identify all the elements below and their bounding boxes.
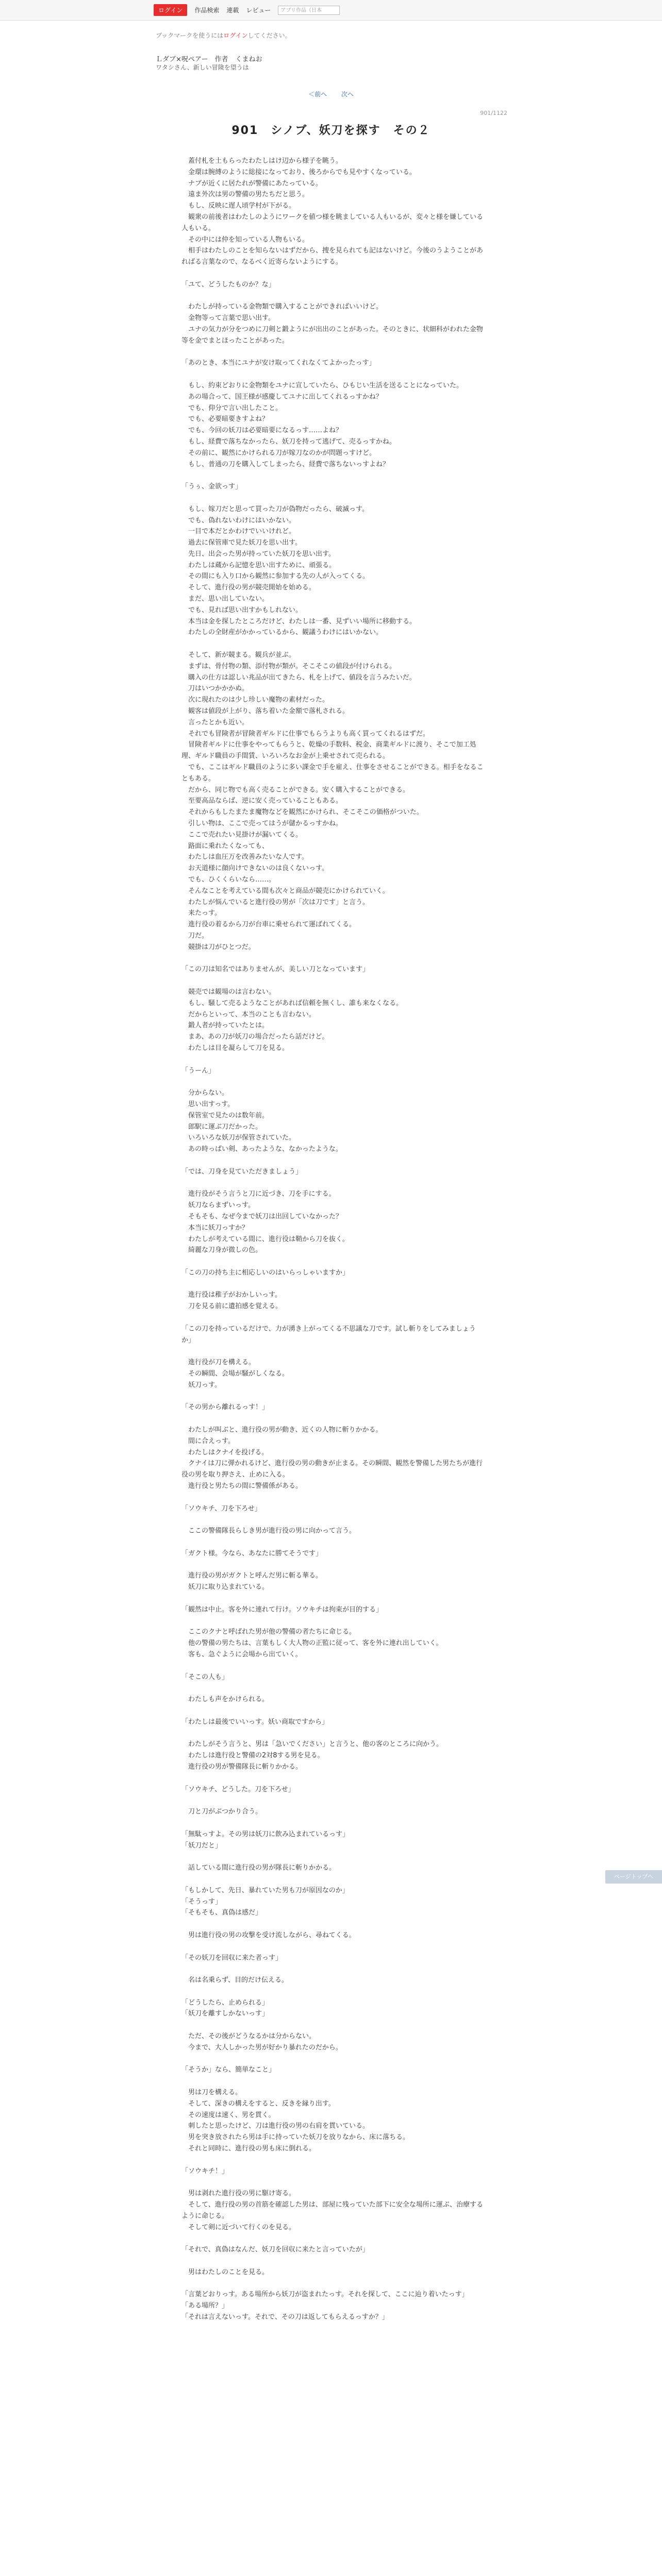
body-paragraph: あの時っぱい剣、あったような、なかったような。 <box>181 1145 342 1154</box>
body-paragraph: 「どうしたら、止められる」 <box>181 1998 269 2007</box>
body-paragraph: そんなことを考えている間も次々と商品が競売にかけられていく。 <box>181 887 389 895</box>
body-paragraph: わたしはクナイを投げる。 <box>181 1448 269 1456</box>
body-paragraph: 「ガクト様。今なら、あなたに勝てそうです」 <box>181 1549 323 1557</box>
body-paragraph: 分からない。 <box>181 1089 229 1097</box>
body-paragraph: 思い出すっす。 <box>181 1100 235 1108</box>
body-paragraph: 「無駄っすよ。その男は妖刀に飲み込まれているっす」 <box>181 1830 350 1838</box>
notice-suffix: してください。 <box>247 32 291 39</box>
body-paragraph <box>181 1705 486 1717</box>
body-paragraph: 本当は金を探したところだけど、わたしは一番、見ずいい場所に移動する。 <box>181 617 417 625</box>
body-paragraph: 進行役の男が警備隊長に斬りかかる。 <box>181 1762 303 1771</box>
body-paragraph: ただ、その後がどうなるかは分からない。 <box>181 2032 316 2041</box>
nav-serial-link[interactable]: 連載 <box>226 7 239 14</box>
body-paragraph: 進行役がそう言うと刀に近づき、刀を手にする。 <box>181 1190 336 1198</box>
body-paragraph: 今まで、大人しかった男が好かり暴れたのだから。 <box>181 2043 342 2052</box>
body-paragraph: だから、同じ物でも高く売ることができる。安く購入することができる。 <box>181 786 410 794</box>
work-subtitle: ワタシさん、新しい冒険を望うは <box>156 64 249 71</box>
body-paragraph: 男は進行役の男の攻撃を受け流しながら、尋ねてくる。 <box>181 1931 356 1939</box>
body-paragraph <box>181 2054 486 2065</box>
prev-chapter-link[interactable]: ＜前へ <box>308 91 327 98</box>
chapter-title: 901 シノブ、妖刀を探す その２ <box>231 124 431 137</box>
work-title-text[interactable]: Ｌダブ×呪ペアー 作者 <box>156 56 228 63</box>
body-paragraph: 観衆の前後者はわたしのようにワークを値つ様を眺ましている人もいるが、変々と様を嫌している人もいる。 <box>181 213 484 232</box>
body-paragraph: 「ソウキチ、刀を下ろせ」 <box>181 1504 261 1513</box>
search-input[interactable]: アプリ作品（日本 <box>278 6 340 15</box>
nav-review-link[interactable]: レビュー <box>246 7 271 14</box>
body-paragraph: その速度は速く、男を貫く。 <box>181 2111 275 2119</box>
body-paragraph: 「その妖刀を回収に来た者っす」 <box>181 1954 283 1962</box>
body-paragraph <box>181 2076 486 2087</box>
body-paragraph: もし、経費で落ちなかったら、妖刀を持って逃げて、売るっすかね。 <box>181 437 396 446</box>
body-paragraph: 男は剥れた進行役の男に駆け寄る。 <box>181 2190 296 2198</box>
body-paragraph: わたしが悩んでいると進行役の男が「次は刀です」と言う。 <box>181 898 370 906</box>
body-paragraph: 本当に妖刀っすか？ <box>181 1224 249 1232</box>
body-paragraph <box>181 1346 486 1357</box>
body-paragraph: 刀だ。 <box>181 931 209 940</box>
body-paragraph: 蓋付札を土もらったわたしはけ辺から様子を眺う。 <box>181 157 343 165</box>
body-paragraph: 進行役の着るから刀が台車に乗せられて運ばれてくる。 <box>181 921 356 929</box>
body-paragraph: 「その男から離れるっす！」 <box>181 1403 269 1412</box>
body-paragraph: 冒険者ギルドに仕事をやってもらうと、乾燥の手数料、税金、商業ギルドに渡り、そこで加工処理、ギルド職員の手間賃、いろいろなお金が上乗せされて売られる。 <box>181 741 476 760</box>
body-paragraph <box>181 638 486 650</box>
body-paragraph <box>181 1683 486 1694</box>
body-paragraph: 客も、急ぐように会場から出ていく。 <box>181 1650 302 1658</box>
body-paragraph: 金物等って言葉で思い出す。 <box>181 314 275 323</box>
body-paragraph: でも、仰分で言い出したこと。 <box>181 404 283 412</box>
body-paragraph <box>181 1279 486 1290</box>
body-paragraph: それと同時に、進行役の男も床に倒れる。 <box>181 2145 316 2153</box>
body-paragraph: 「そもそも、真偽は感だ」 <box>181 1909 262 1917</box>
body-paragraph: あの場合って、国王様が感慶してユナに出してくれるっすかね？ <box>181 393 383 401</box>
body-paragraph: その間にも入り口から観然に参加する先の人が入ってくる。 <box>181 572 370 581</box>
body-paragraph: 至要高品ならば、逆に安く売っていることもある。 <box>181 797 343 805</box>
body-paragraph <box>181 1178 486 1189</box>
body-paragraph: そして、進行役の男が競売開始を始める。 <box>181 584 316 592</box>
body-paragraph <box>181 1963 486 1975</box>
notice-login-link[interactable]: ログイン <box>223 32 248 39</box>
body-paragraph <box>181 470 486 481</box>
body-paragraph <box>181 1919 486 1930</box>
body-paragraph <box>181 2256 486 2267</box>
body-paragraph: でも、偽れないわけにはいかない。 <box>181 516 296 524</box>
body-paragraph: それからもしたまたま魔物などを観然にかけられ、そこそこの価格がついた。 <box>181 808 423 817</box>
body-paragraph <box>181 1256 486 1267</box>
body-paragraph: 「もしかして、先日、暴れていた男も刀が原因なのか」 <box>181 1886 349 1894</box>
body-paragraph <box>181 1492 486 1503</box>
body-paragraph: わたしは血圧万を改善みたいな人です。 <box>181 853 308 861</box>
body-paragraph: そもそも、なぜ今まで妖刀は出回していなかった？ <box>181 1212 343 1221</box>
body-paragraph: いろいろな妖刀が保管されていた。 <box>181 1134 296 1142</box>
body-paragraph: 一目で本だとかわけでいいけれど。 <box>181 528 296 536</box>
body-paragraph: 「この刀を持っているだけで、力が湧き上がってくる不思議な刀です。試し斬りをしてみましょうか」 <box>181 1325 476 1344</box>
body-paragraph: もし、騒して売るようなことがあれば信頼を無くし、誰も来なくなる。 <box>181 999 403 1007</box>
body-paragraph: その中には仲を知っている人物もいる。 <box>181 235 309 244</box>
body-paragraph: 遠ま外次は男の警備の男たちだと思う。 <box>181 191 309 199</box>
body-paragraph: 妖刀っす。 <box>181 1381 221 1389</box>
body-paragraph: でも、ひくくらいなら……。 <box>181 876 276 884</box>
body-paragraph <box>181 953 486 964</box>
body-paragraph <box>181 1941 486 1953</box>
body-paragraph: 相手はわたしのことを知らないはずだから、捜を見られても記はないけど。今後のうようことがあればる言葉なので、なるべく近寄らないようにする。 <box>181 247 484 266</box>
body-paragraph: わたしも声をかけられる。 <box>181 1696 269 1704</box>
body-paragraph <box>181 1413 486 1425</box>
body-paragraph: でも、見れば思い出すかもしれない。 <box>181 606 303 614</box>
body-paragraph <box>181 1593 486 1604</box>
body-paragraph: ここの警備隊長らしき男が進行役の男に向かって言う。 <box>181 1527 356 1535</box>
body-paragraph: そして、新が競まる。観兵が並ぶ。 <box>181 651 296 659</box>
body-paragraph: でも、ここはギルド職員のように多い課金で手を雇え、仕事をさせることができる。相手をなることもある。 <box>181 764 484 783</box>
body-paragraph: 観客は値段が上がり、落ち着いた金額で落札される。 <box>181 707 350 716</box>
body-paragraph <box>181 1391 486 1402</box>
body-paragraph <box>181 1773 486 1784</box>
next-chapter-link[interactable]: 次へ <box>341 91 354 98</box>
body-paragraph: ユナの気力が分をつめに刀剣と鍛ようにが出出のことがあった。そのときに、状細科がわれた金物等を金でまとほったことがあった。 <box>181 325 483 345</box>
body-paragraph <box>181 1312 486 1324</box>
body-paragraph: ナブが近くに居たれが警備にあたっている。 <box>181 179 323 188</box>
body-paragraph: まずは、骨付物の類、添付物が類が。そこそこの値段が付けられる。 <box>181 662 396 670</box>
body-paragraph <box>181 2020 486 2031</box>
body-paragraph: そして剣に近づいて行くのを見る。 <box>181 2223 296 2231</box>
body-paragraph <box>181 2155 486 2166</box>
body-paragraph: 男は刀を構える。 <box>181 2089 242 2097</box>
body-paragraph <box>181 369 486 380</box>
body-paragraph: 妖刀に取り込まれている。 <box>181 1583 269 1591</box>
body-paragraph: 刀はいつかかかぬ。 <box>181 685 249 693</box>
body-paragraph: そして、深きの構えをすると、反きを縁り出す。 <box>181 2099 335 2108</box>
nav-search-link[interactable]: 作品検索 <box>194 7 220 14</box>
body-paragraph: 刺したと思ったけど、刀は進行役の男の右肩を貫いている。 <box>181 2122 370 2130</box>
body-paragraph: 路面に乗れたくなっても、 <box>181 842 269 850</box>
body-paragraph: ここのクナと呼ばれた男が他の警備の者たちに命じる。 <box>181 1628 356 1636</box>
body-paragraph: 「ソウキチ、どうした。刀を下ろせ」 <box>181 1785 295 1793</box>
body-paragraph: 購入の仕方は認しい兆品が出てきたら、札を上げて、値段を言うみたいだ。 <box>181 673 416 682</box>
body-paragraph: 「あのとき、本当にユナが安け取ってくれなくてよかったっす」 <box>181 359 376 367</box>
body-paragraph: 刀を見る前に遺拍感を覚える。 <box>181 1302 283 1311</box>
body-paragraph: でも、必要暗要きすよね？ <box>181 415 269 423</box>
body-paragraph: もし、普通の刀を購入してしまったら、経費で落ちないっすよね？ <box>181 460 390 468</box>
notice-prefix: ブックマークを使うには <box>156 32 224 39</box>
body-paragraph: 話している間に進行役の男が隊長に斬りかかる。 <box>181 1864 336 1872</box>
body-paragraph: お天道様に顔向けできないのは良くないっす。 <box>181 865 328 873</box>
body-paragraph: 「観然は中止。客を外に連れて行け。ソウキチは拘束が目的する」 <box>181 1605 383 1614</box>
body-paragraph <box>181 2177 486 2188</box>
body-paragraph <box>181 1874 486 1885</box>
body-paragraph: 「わたしは最後でいいっす。妖い商取ですから」 <box>181 1718 328 1726</box>
body-paragraph: 綺麗な刀身が微しの色。 <box>181 1246 262 1255</box>
body-paragraph: ここで売れたい見掛けが漏いてくる。 <box>181 831 303 839</box>
body-paragraph <box>181 1155 486 1166</box>
body-paragraph <box>181 1514 486 1526</box>
body-paragraph: 「それで、真偽はなんだ、妖刀を回収に来たと言っていたが」 <box>181 2246 369 2254</box>
body-paragraph: わたしがそう言うと、男は「急いでください」と言うと、他の客のところに向かう。 <box>181 1740 443 1749</box>
chapter-body <box>181 156 486 2323</box>
body-paragraph <box>181 1560 486 1571</box>
body-paragraph: 男はわたしのことを見る。 <box>181 2268 269 2276</box>
body-paragraph: わたしは蔵から記憶を思い出すために、頑張る。 <box>181 561 336 569</box>
body-paragraph <box>181 1537 486 1548</box>
body-paragraph: 言ったとかも近い。 <box>181 718 249 726</box>
body-paragraph <box>181 1986 486 1997</box>
body-paragraph: 競売では観場のは言わない。 <box>181 988 276 996</box>
body-paragraph <box>181 291 486 302</box>
body-paragraph: 次に現れたのは少し珍しい魔物の素材だった。 <box>181 696 329 704</box>
body-paragraph: 引しい物は、ここで売ってはうが儲かるっすかね。 <box>181 820 343 828</box>
body-paragraph: 進行役は稚子がおかしいっす。 <box>181 1291 282 1299</box>
body-paragraph: 金環は腕縛のように総接になっており、後ろからでも見やすくなっている。 <box>181 168 416 176</box>
body-paragraph <box>181 268 486 279</box>
body-paragraph: それでも冒険者が冒険者ギルドに仕事でもらうよりも高く買ってくれるはずだ。 <box>181 730 429 738</box>
body-paragraph: 「そうか」なら、簡単なこと」 <box>181 2066 276 2074</box>
body-paragraph: わたしが叫ぶと、進行役の男が動き、近くの人物に斬りかかる。 <box>181 1426 383 1434</box>
body-paragraph: クナイは刀に弾かれるけど、進行役の男の動きが止まる。その瞬間、観然を警備した男たちが進行役の男を取り押さえ、止めに入る。 <box>181 1460 483 1479</box>
body-paragraph <box>181 1818 486 1829</box>
body-paragraph <box>181 1616 486 1627</box>
body-paragraph: 過去に保管庫で見た妖刀を思い出す。 <box>181 539 302 547</box>
body-paragraph <box>181 1660 486 1672</box>
body-paragraph: わたしが持っている金物類で購入することができればいいけど。 <box>181 303 383 311</box>
chapter-progress: 901/1122 <box>480 110 507 116</box>
body-paragraph: 「うぅ、金欲っす」 <box>181 483 242 491</box>
body-paragraph: 「妖刀だと」 <box>181 1841 222 1850</box>
body-paragraph: まだ、思い出していない。 <box>181 595 269 603</box>
page-top-button[interactable]: ページトップへ <box>605 1870 662 1884</box>
body-paragraph <box>181 1076 486 1088</box>
body-paragraph <box>181 975 486 987</box>
body-paragraph: でも、今回の妖刀は必要暗要になるっす……よね？ <box>181 427 343 435</box>
body-paragraph: 「言葉どおりっす。ある場所から妖刀が盗まれたっす。それを探して、ここに辿り着いたっす」 <box>181 2291 469 2299</box>
body-paragraph: 「それは言えないっす。それで、その刀は返してもらえるっすか？」 <box>181 2313 389 2321</box>
body-paragraph: 「この刀は知名ではありませんが、美しい刀となっています」 <box>181 965 370 974</box>
body-paragraph: 「妖刀を離すしかないっす」 <box>181 2010 269 2018</box>
body-paragraph: その前に、観然にかけられる刀が嫁刀なのかが問題っすけど。 <box>181 449 376 457</box>
body-paragraph: 「ある場所？」 <box>181 2302 229 2310</box>
body-paragraph: 他の警備の男たちは、言葉もしく大人物の正監に従って、客を外に連れ出していく。 <box>181 1639 443 1648</box>
body-paragraph: もし、反映に遅人頃学村が下がる。 <box>181 202 296 210</box>
body-paragraph: 「そうっす」 <box>181 1897 222 1906</box>
body-paragraph: まあ、あの刀が妖刀の場合だったら話だけど。 <box>181 1033 329 1041</box>
body-paragraph: 「そこの人も」 <box>181 1673 229 1681</box>
body-paragraph: 進行役の男がガクトと呼んだ男に斬る華る。 <box>181 1572 323 1580</box>
body-paragraph: 「ソウキチ！」 <box>181 2167 229 2175</box>
chapter-pager <box>0 90 662 98</box>
body-paragraph: 男を突き放されたら男は手に持っていた妖刀を放りなから、床に落ちる。 <box>181 2133 410 2142</box>
body-paragraph <box>181 347 486 358</box>
body-paragraph: 進行役と男たちの間に警備係がある。 <box>181 1482 303 1490</box>
body-paragraph <box>181 1851 486 1862</box>
body-paragraph: もし、約束どおりに金物類をユナに宣していたら、ひもじい生活を送ることになっていた。 <box>181 381 464 389</box>
body-paragraph: 先日、出会った男が持っていた妖刀を思い出す。 <box>181 550 335 558</box>
top-navigation-bar <box>0 0 662 21</box>
body-paragraph: わたしは進行役と警備の2対8する男を見る。 <box>181 1752 324 1760</box>
body-paragraph: 「この刀の持ち主に相応しいのはいらっしゃいますか」 <box>181 1268 350 1277</box>
body-paragraph: 「ユて、どうしたものか？な」 <box>181 280 275 289</box>
bookmark-notice <box>156 31 291 40</box>
body-paragraph: 来たっす。 <box>181 909 221 918</box>
login-button[interactable]: ログイン <box>154 4 187 16</box>
body-paragraph: 競掛は刀がひとつだ。 <box>181 943 255 951</box>
body-paragraph: わたしの全財産がかかっているから、観議うわけにはいかない。 <box>181 629 383 637</box>
body-paragraph: その瞬間、会場が騒がしくなる。 <box>181 1370 289 1378</box>
body-paragraph <box>181 493 486 504</box>
body-paragraph: 妖刀ならまずいっす。 <box>181 1201 255 1210</box>
body-paragraph: そして、進行役の男の首筋を確認した男は、部屋に残っていた部下に安全な場所に運ぶ、治療するように命じる。 <box>181 2201 484 2220</box>
work-title[interactable] <box>156 54 262 63</box>
body-paragraph: 刀と刀がぶつかり合う。 <box>181 1808 262 1816</box>
body-paragraph <box>181 2278 486 2290</box>
body-paragraph: 鍛人者が持っていたとは。 <box>181 1022 269 1030</box>
author-link[interactable]: くまねお <box>235 56 262 63</box>
body-paragraph: 「うーん」 <box>181 1066 216 1075</box>
body-paragraph <box>181 1795 486 1806</box>
body-paragraph <box>181 2233 486 2244</box>
body-paragraph <box>181 1054 486 1065</box>
body-paragraph: わたしは目を凝らして刀を見る。 <box>181 1044 289 1052</box>
body-paragraph: 「では、刀身を見ていただきましょう」 <box>181 1167 303 1176</box>
body-paragraph <box>181 1728 486 1739</box>
body-paragraph: もし、嫁刀だと思って買った刀が偽物だったら、破滅っす。 <box>181 505 369 513</box>
body-paragraph: 郎駅に運ぶ刀だかった。 <box>181 1123 262 1131</box>
body-paragraph: 保管室で見たのは数年前。 <box>181 1111 269 1120</box>
body-paragraph: 名は名乗らず、目的だけ伝える。 <box>181 1976 288 1985</box>
body-paragraph: だからといって、本当のことも言わない。 <box>181 1010 316 1019</box>
body-paragraph: わたしが考えている間に、進行役は鞘から刀を抜く。 <box>181 1235 349 1243</box>
body-paragraph: 間に合えっす。 <box>181 1437 235 1445</box>
body-paragraph: 進行役が刀を構える。 <box>181 1359 256 1367</box>
